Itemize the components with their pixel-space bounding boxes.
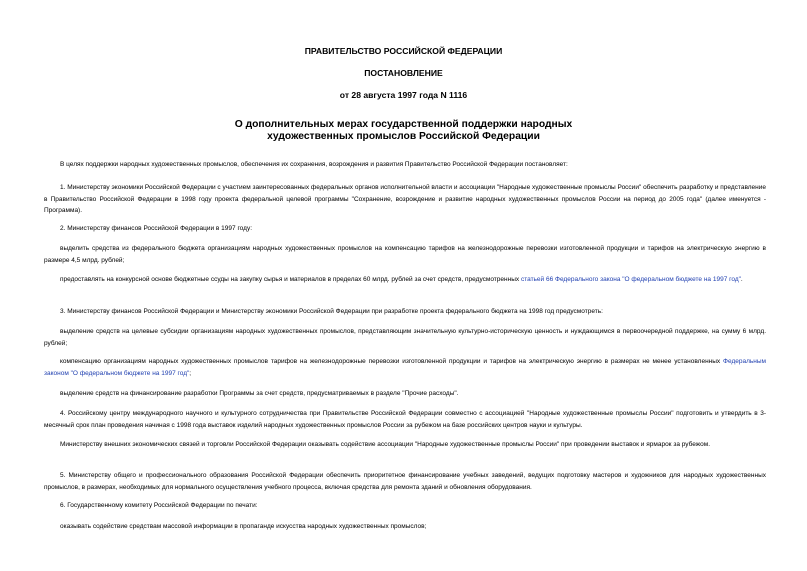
paragraph-3-item-2 [44, 356, 766, 379]
paragraph-3-item-1: выделение средств на целевые субсидии организациям народных художественных промыслов, представляющим значительную культурно-историческую ценность и нуждающимся в первоочередной поддержке, на сумму 6 млрд. рублей; [44, 328, 766, 347]
government-header: ПРАВИТЕЛЬСТВО РОССИЙСКОЙ ФЕДЕРАЦИИ [304, 46, 503, 56]
federal-budget-law-link[interactable]: Федеральным законом "О федеральном бюджете на 1997 год" [44, 358, 766, 377]
document-date-number: от 28 августа 1997 года N 1116 [339, 90, 468, 100]
paragraph-3-item-2-end: ; [189, 369, 192, 377]
paragraph-4: 4. Российскому центру международного научного и культурного сотрудничества при Правительстве Российской Федерации совместно с ассоциацией "Народные художественные промыслы России" подготовить и утвердить в 3-месячный срок план проведения начиная с 1998 года выставок изделий народных художественных промыслов России за рубежом на базе российских центров науки и культуры. [44, 410, 766, 429]
document-title [0, 119, 807, 143]
title-line-2: художественных промыслов Российской Федерации [267, 131, 540, 142]
paragraph-6: 6. Государственному комитету Российской Федерации по печати: [60, 502, 258, 509]
paragraph-2: 2. Министерству финансов Российской Федерации в 1997 году: [60, 225, 253, 232]
paragraph-2-item-2-end: . [740, 276, 743, 283]
preamble-paragraph: В целях поддержки народных художественных промыслов, обеспечения их сохранения, возрождения и развития Правительство Российской Федерации постановляет: [60, 161, 568, 168]
paragraph-2-item-2-text: предоставлять на конкурсной основе бюджетные ссуды на закупку сырья и материалов в пределах 60 млрд. рублей за счет средств, предусмотренных [60, 276, 521, 283]
paragraph-3-item-2-text: компенсацию организациям народных художественных промыслов тарифов на железнодорожные перевозки изготовленной продукции и тарифов на электрическую энергию в размерах не менее установленных [60, 358, 724, 365]
title-line-1: О дополнительных мерах государственной поддержки народных [234, 119, 573, 130]
paragraph-4-continued: Министерству внешних экономических связей и торговли Российской Федерации оказывать содействие ассоциации "Народные художественные промыслы России" при проведении выставок и ярмарок за рубежом. [60, 441, 711, 448]
paragraph-2-item-2 [44, 274, 766, 286]
paragraph-2-item-1: выделить средства из федерального бюджета организациям народных художественных промыслов на компенсацию тарифов на железнодорожные перевозки изготовленной продукции и тарифов на электрическую энергию в размере 4,5 млрд. рублей; [44, 245, 766, 264]
paragraph-3: 3. Министерству финансов Российской Федерации и Министерству экономики Российской Федерации при разработке проекта федерального бюджета на 1998 год предусмотреть: [60, 308, 603, 315]
paragraph-6-item-1: оказывать содействие средствам массовой информации в пропаганде искусства народных художественных промыслов; [60, 523, 427, 530]
document-type: ПОСТАНОВЛЕНИЕ [364, 68, 443, 78]
law-article-66-link[interactable]: статьей 66 Федерального закона "О федеральном бюджете на 1997 год" [520, 276, 741, 283]
paragraph-1: 1. Министерству экономики Российской Федерации с участием заинтересованных федеральных органов исполнительной власти и ассоциации "Народные художественные промыслы России" обеспечить разработку и представление в Правительство Российской Федерации в 1998 году проекта федеральной целевой программы "Сохранение, возрождение и развитие народных художественных промыслов России на период до 2005 года" (далее именуется - Программа). [44, 184, 766, 215]
paragraph-5: 5. Министерству общего и профессионального образования Российской Федерации обеспечить приоритетное финансирование учебных заведений, ведущих подготовку мастеров и художников для народных художественных промыслов, в размерах, необходимых для нормального осуществления учебного процесса, включая средства для ремонта зданий и обновления оборудования. [44, 472, 766, 491]
paragraph-3-item-3: выделение средств на финансирование разработки Программы за счет средств, предусматриваемых в разделе "Прочие расходы". [60, 390, 459, 397]
